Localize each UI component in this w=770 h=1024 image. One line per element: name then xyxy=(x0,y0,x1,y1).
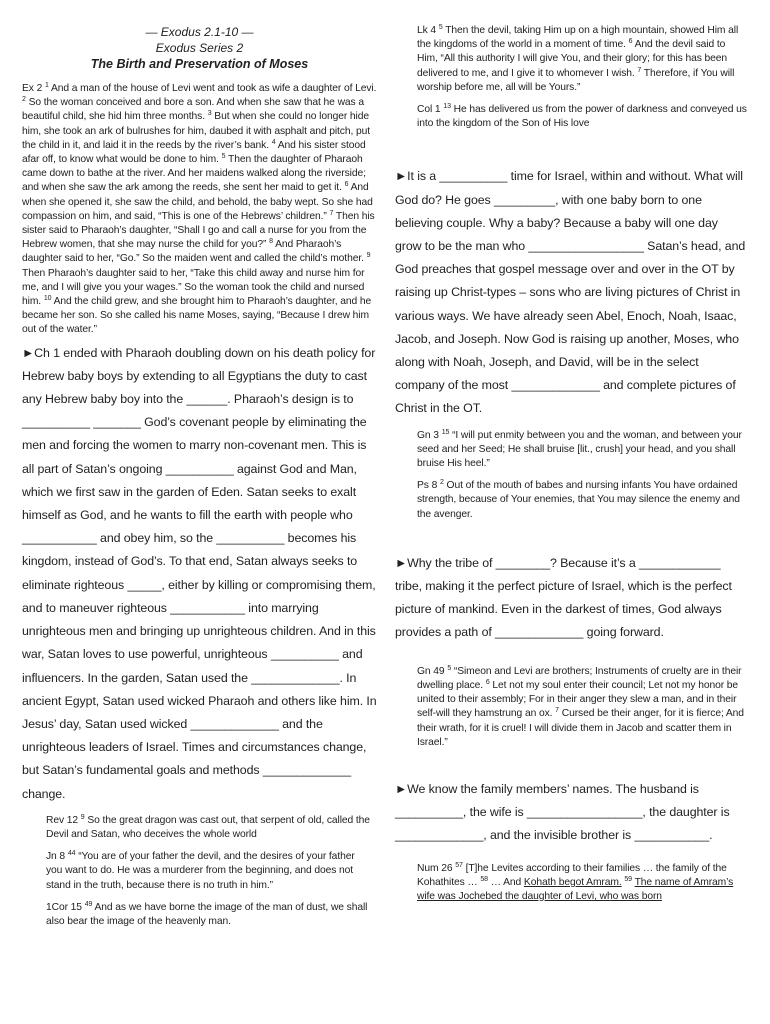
study-paragraph-baby xyxy=(395,165,747,420)
verse-number: 49 xyxy=(84,900,93,908)
scripture-ref: Col 1 xyxy=(417,104,441,116)
verse-text: And the child grew, and she brought him to Pharaoh’s daughter, and he became her son. So she called his name Moses, saying, “Because I drew him out of the water.” xyxy=(22,296,372,336)
study-paragraph-tribe xyxy=(395,552,747,645)
scripture-luke-4 xyxy=(417,24,747,95)
verse-number: 6 xyxy=(344,181,349,189)
scripture-ref: Ex 2 xyxy=(22,83,43,94)
study-paragraph-pharaoh xyxy=(22,342,377,806)
verse-text: And his sister stood afar off, to know what would be done to him. xyxy=(22,139,366,166)
verse-text: [T]he Levites according to their families … the family of the Kohathites … xyxy=(417,862,727,888)
verse-text: Then Pharaoh’s daughter said to her, “Take this child away and nurse him for me, and I will give you your wages.” So the woman took the child and nursed him. xyxy=(22,267,365,308)
verse-number: 13 xyxy=(443,103,451,111)
verse-number: 59 xyxy=(624,875,632,883)
right-column xyxy=(395,0,747,904)
verse-text: So the great dragon was cast out, that serpent of old, called the Devil and Satan, who deceives the whole world xyxy=(46,814,370,840)
verse-number: 15 xyxy=(441,428,450,436)
verse-text: And a man of the house of Levi went and took as wife a daughter of Levi. xyxy=(50,83,377,94)
scripture-1-corinthians-15 xyxy=(46,901,373,929)
scripture-ref: Num 26 xyxy=(417,862,453,874)
verse-number: 7 xyxy=(637,66,642,74)
verse-number: 44 xyxy=(67,850,76,858)
verse-number: 7 xyxy=(329,209,334,217)
underlined-text: Kohath begot Amram. xyxy=(523,876,622,888)
bullet-arrow-icon: ► xyxy=(395,169,408,184)
scripture-ref: Gn 3 xyxy=(417,429,439,441)
verse-text: So the woman conceived and bore a son. And when she saw that he was a beautiful child, she hid him three months. xyxy=(22,97,364,123)
paragraph-text: It is a __________ time for Israel, within and without. What will God do? He goes _________, with one baby born to one believing couple. Why a baby? Because a baby will one day grow to be the man who _________________ Satan’s head, and God preaches that gospel message over and over in the OT by raising up Christ-types – sons who are living pictures of Christ in various ways. We have already seen Abel, Enoch, Noah, Isaac, Jacob, and Joseph. Now God is raising up another, Moses, who along with Noah, Joseph, and David, will be in the select company of the most _____________ and complete pictures of Christ in the OT. xyxy=(395,169,746,416)
verse-text: Then the devil, taking Him up on a high mountain, showed Him all the kingdoms of the world in a moment of time. xyxy=(417,25,739,51)
paragraph-text: Ch 1 ended with Pharaoh doubling down on his death policy for Hebrew baby boys by extending to all Egyptians the duty to cast any Hebrew baby boy into the ______. Pharaoh’s design is to __________ _______ God’s covenant people by eliminating the men and forcing the women to marry non-covenant men. This is all part of Satan’s ongoing __________ against God and Man, which we first saw in the garden of Eden. Satan seeks to exalt himself as God, and he wants to fill the earth with people who ___________ and obey him, so the __________ becomes his kingdom, instead of God’s. To that end, Satan always seeks to eliminate righteous _____, either by killing or compromising them, and to maneuver righteous ___________ into marrying unrighteous men and bringing up unrighteous children. And in this war, Satan loves to use powerful, unrighteous __________ and influencers. In the garden, Satan used the _____________. In ancient Egypt, Satan used wicked Pharaoh and others like him. In Jesus’ day, Satan used wicked _____________ and the unrighteous leaders of Israel. Times and circumstances change, but Satan’s fundamental goals and methods _____________ change. xyxy=(22,345,377,801)
verse-number: 8 xyxy=(269,238,273,246)
verse-text: And when she opened it, she saw the child, and behold, the baby wept. So she had compassion on him, and said, “This is one of the Hebrews’ children.” xyxy=(22,182,373,222)
page-subtitle: The Birth and Preservation of Moses xyxy=(90,57,309,71)
verse-number: 10 xyxy=(43,295,52,303)
scripture-genesis-49 xyxy=(417,665,747,750)
verse-number: 2 xyxy=(22,96,26,104)
verse-text: “I will put enmity between you and the woman, and between your seed and her Seed; He shall bruise [lit., crush] your head, and you shall bruise His heel.” xyxy=(417,429,742,470)
verse-number: 2 xyxy=(439,479,444,487)
verse-text: He has delivered us from the power of darkness and conveyed us into the kingdom of the Son of His love xyxy=(417,104,747,130)
verse-number: 3 xyxy=(207,110,212,118)
verse-number: 57 xyxy=(455,861,463,869)
verse-text: Then his sister said to Pharaoh’s daughter, “Shall I go and call a nurse for you from the Hebrew women, that she may nurse the child for you?” xyxy=(22,210,375,251)
verse-number: 58 xyxy=(480,875,488,883)
verse-number: 5 xyxy=(447,664,452,672)
verse-text: And Pharaoh’s daughter said to her, “Go.” So the maiden went and called the child’s mother. xyxy=(22,239,364,265)
scripture-genesis-3 xyxy=(417,429,747,472)
paragraph-text: Why the tribe of ________? Because it’s a ____________ tribe, making it the perfect picture of Israel, which is the perfect picture of mankind. Even in the darkest of times, God always provides a path of _____________ going forward. xyxy=(395,555,732,640)
scripture-colossians-1 xyxy=(417,103,747,131)
left-column xyxy=(22,0,377,929)
scripture-psalm-8 xyxy=(417,479,747,522)
verse-number: 5 xyxy=(221,153,226,161)
bullet-arrow-icon: ► xyxy=(395,781,408,796)
verse-text: Let not my soul enter their council; Let not my honor be united to their assembly; For in their anger they slew a man, and in their self-will they hamstrung an ox. xyxy=(417,679,739,720)
verse-text: “You are of your father the devil, and the desires of your father you want to do. He was a murderer from the beginning, and does not stand in the truth, because there is no truth in him.” xyxy=(46,851,355,891)
paragraph-text: We know the family members’ names. The husband is __________, the wife is _________________, the daughter is _____________, and the invisible brother is ___________. xyxy=(395,781,730,843)
verse-text: But when she could no longer hide him, she took an ark of bulrushes for him, daubed it with asphalt and pitch, put the child in it, and laid it in the reeds by the river’s bank. xyxy=(22,111,371,151)
scripture-ref: Lk 4 xyxy=(417,25,437,36)
verse-number: 4 xyxy=(271,138,276,146)
verse-number: 7 xyxy=(555,707,559,715)
scripture-ref: Gn 49 xyxy=(417,665,445,677)
series-name: Exodus Series 2 xyxy=(155,41,244,55)
verse-text: Out of the mouth of babes and nursing infants You have ordained strength, because of Your enemies, that You may silence the enemy and the avenger. xyxy=(417,480,740,520)
bullet-arrow-icon: ► xyxy=(22,345,35,360)
verse-number: 6 xyxy=(485,678,490,686)
scripture-ref: Ps 8 xyxy=(417,480,438,492)
verse-number: 9 xyxy=(366,252,371,260)
scripture-revelation-12 xyxy=(46,814,373,842)
verse-text: “Simeon and Levi are brothers; Instruments of cruelty are in their dwelling place. xyxy=(417,665,742,691)
verse-text: Cursed be their anger, for it is fierce; And their wrath, for it is cruel! I will divide them in Jacob and scatter them in Israel.” xyxy=(417,708,744,748)
page-header xyxy=(22,24,377,72)
study-paragraph-family xyxy=(395,778,747,848)
verse-number: 1 xyxy=(44,82,49,89)
scripture-john-8 xyxy=(46,850,373,893)
verse-text: … And xyxy=(490,876,524,888)
verse-number: 9 xyxy=(80,813,85,821)
scripture-ref: Jn 8 xyxy=(46,851,66,863)
underlined-text: The name of Amram’s wife was Jochebed the daughter of Levi, who was born xyxy=(417,876,734,902)
verse-text: And as we have borne the image of the man of dust, we shall also bear the image of the heavenly man. xyxy=(46,901,368,927)
verse-number: 5 xyxy=(438,24,443,31)
bullet-arrow-icon: ► xyxy=(395,555,408,570)
scripture-exodus-2 xyxy=(22,82,377,338)
page-title: — Exodus 2.1-10 — xyxy=(145,25,254,39)
verse-text: Then the daughter of Pharaoh came down to bathe at the river. And her maidens walked along the riverside; and when she saw the ark among the reeds, she sent her maid to get it. xyxy=(22,154,366,194)
scripture-numbers-26 xyxy=(417,862,747,905)
verse-text: Therefore, if You will worship before me, all will be Yours.” xyxy=(417,67,735,93)
verse-number: 6 xyxy=(628,38,633,46)
scripture-ref: 1Cor 15 xyxy=(46,901,82,913)
scripture-ref: Rev 12 xyxy=(46,814,79,826)
verse-text: And the devil said to Him, “All this authority I will give You, and their glory; for this has been delivered to me, and I give it to whomever I wish. xyxy=(417,39,728,79)
